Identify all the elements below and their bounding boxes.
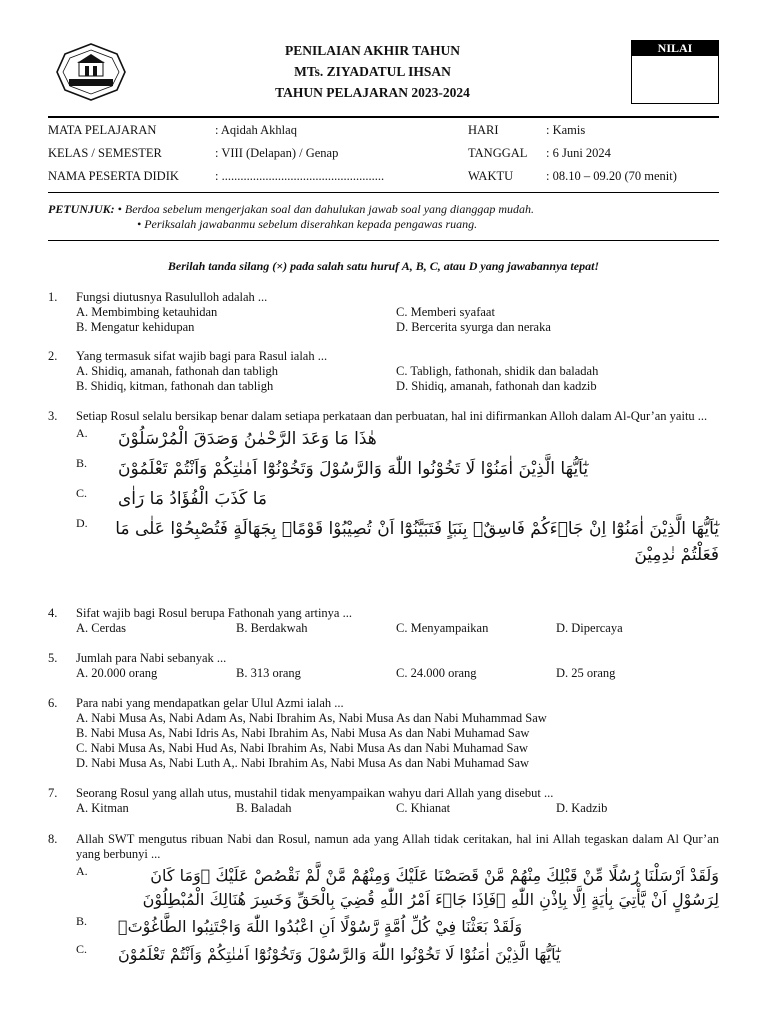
class-label: KELAS / SEMESTER bbox=[48, 146, 162, 160]
question-number: 6. bbox=[48, 696, 58, 710]
question-stem: Jumlah para Nabi sebanyak ... bbox=[76, 651, 227, 665]
school-seal-icon bbox=[55, 42, 127, 102]
option-a[interactable]: A. Nabi Musa As, Nabi Adam As, Nabi Ibrahim As, Nabi Musa As dan Nabi Muhammad Saw bbox=[76, 711, 547, 725]
option-a[interactable]: A. Shidiq, amanah, fathonah dan tabligh bbox=[76, 364, 279, 378]
instruction-line-2: • Periksalah jawabanmu sebelum diserahkan kepada pengawas ruang. bbox=[137, 217, 478, 231]
option-c[interactable] bbox=[76, 486, 719, 512]
score-box[interactable] bbox=[631, 40, 719, 104]
option-b[interactable]: B. Shidiq, kitman, fathonah dan tabligh bbox=[76, 379, 274, 393]
option-c[interactable]: C. Khianat bbox=[396, 801, 451, 815]
option-arabic-text: وَلَقَدْ اَرْسَلْنَا رُسُلًا مِّنْ قَبْلِكَ مِنْهُمْ مَّنْ قَصَصْنَا عَلَيْكَ وَمِنْهُمْ مَّنْ لَّمْ نَقْصُصْ عَلَيْكَ ۗوَمَا كَانَ لِرَسُوْلٍ اَنْ يَّأْتِيَ بِاٰيَةٍ اِلَّا بِاِذْنِ اللّٰهِ ۚفَاِذَا جَاۤءَ اَمْرُ اللّٰهِ قُضِيَ بِالْحَقِّ وَخَسِرَ هُنَالِكَ الْمُبْطِلُوْنَ bbox=[142, 866, 719, 909]
question-4 bbox=[48, 606, 719, 636]
option-letter: A. bbox=[76, 864, 88, 878]
identity-row-subject bbox=[48, 123, 719, 141]
instruction-line-1: • Berdoa sebelum mengerjakan soal dan dahulukan jawab soal yang dianggap mudah. bbox=[117, 202, 535, 216]
option-a[interactable] bbox=[76, 864, 719, 912]
question-6 bbox=[48, 696, 719, 771]
option-letter: A. bbox=[76, 426, 88, 440]
option-arabic-text: هٰذَا مَا وَعَدَ الرَّحْمٰنُ وَصَدَقَ الْمُرْسَلُوْنَ bbox=[118, 429, 377, 449]
option-arabic-text: وَلَقَدْ بَعَثْنَا فِيْ كُلِّ اُمَّةٍ رَّسُوْلًا اَنِ اعْبُدُوا اللّٰهَ وَاجْتَنِبُوا الطَّاغُوْتَۚ bbox=[118, 917, 523, 936]
question-2 bbox=[48, 349, 719, 394]
answer-instruction: Berilah tanda silang (×) pada salah satu huruf A, B, C, atau D yang jawabannya tepat! bbox=[167, 259, 600, 273]
question-number: 7. bbox=[48, 786, 58, 800]
option-c[interactable] bbox=[76, 942, 719, 968]
instructions-block: PETUNJUK: • Berdoa sebelum mengerjakan soal dan dahulukan jawab soal yang dianggap mudah. • Periksalah jawabanmu sebelum diserahkan kepada pengawas ruang. bbox=[48, 202, 719, 232]
option-a[interactable]: A. Kitman bbox=[76, 801, 129, 815]
question-number: 4. bbox=[48, 606, 58, 620]
question-3 bbox=[48, 409, 719, 568]
class-value: : VIII (Delapan) / Genap bbox=[215, 146, 339, 160]
option-c[interactable]: C. 24.000 orang bbox=[396, 666, 477, 680]
option-arabic-text: يٰٓاَيُّهَا الَّذِيْنَ اٰمَنُوْا لَا تَخُوْنُوا اللّٰهَ وَالرَّسُوْلَ وَتَخُوْنُوْٓا اَمٰنٰتِكُمْ وَاَنْتُمْ تَعْلَمُوْنَ bbox=[118, 945, 561, 964]
option-c[interactable]: C. Tabligh, fathonah, shidik dan baladah bbox=[396, 364, 599, 378]
option-b[interactable] bbox=[76, 456, 719, 482]
option-arabic-text: يٰٓاَيُّهَا الَّذِيْنَ اٰمَنُوْٓا اِنْ جَاۤءَكُمْ فَاسِقٌۢ بِنَبَاٍ فَتَبَيَّنُوْٓا اَنْ تُصِيْبُوْا قَوْمًاۢ بِجَهَالَةٍ فَتُصْبِحُوْا عَلٰى مَا فَعَلْتُمْ نٰدِمِيْنَ bbox=[115, 519, 719, 565]
student-name-label: NAMA PESERTA DIDIK bbox=[48, 169, 179, 183]
date-value: : 6 Juni 2024 bbox=[546, 146, 611, 160]
option-a[interactable]: A. Cerdas bbox=[76, 621, 126, 635]
option-d[interactable]: D. Shidiq, amanah, fathonah dan kadzib bbox=[396, 379, 597, 393]
question-number: 1. bbox=[48, 290, 58, 304]
option-letter: C. bbox=[76, 486, 88, 500]
option-arabic-text: مَا كَذَبَ الْفُؤَادُ مَا رَاٰى bbox=[118, 489, 268, 509]
question-number: 3. bbox=[48, 409, 58, 423]
subject-label: MATA PELAJARAN bbox=[48, 123, 157, 137]
option-d[interactable]: D. Dipercaya bbox=[556, 621, 623, 635]
question-stem: Yang termasuk sifat wajib bagi para Rasul ialah ... bbox=[76, 349, 328, 363]
option-letter: B. bbox=[76, 456, 88, 470]
option-letter: B. bbox=[76, 914, 88, 928]
option-b[interactable] bbox=[76, 914, 719, 940]
option-a[interactable]: A. Membimbing ketauhidan bbox=[76, 305, 218, 319]
option-arabic-text: يٰٓاَيُّهَا الَّذِيْنَ اٰمَنُوْا لَا تَخُوْنُوا اللّٰهَ وَالرَّسُوْلَ وَتَخُوْنُوْٓا اَمٰنٰتِكُمْ وَاَنْتُمْ تَعْلَمُوْنَ bbox=[118, 459, 589, 479]
option-b[interactable]: B. Berdakwah bbox=[236, 621, 308, 635]
question-number: 8. bbox=[48, 832, 58, 846]
question-stem: Para nabi yang mendapatkan gelar Ulul Azmi ialah ... bbox=[76, 696, 344, 710]
question-stem: Fungsi diutusnya Rasululloh adalah ... bbox=[76, 290, 268, 304]
question-stem: Allah SWT mengutus ribuan Nabi dan Rosul, namun ada yang Allah tidak ceritakan, hal ini Allah tegaskan dalam Al Qur’an yang berbunyi ... bbox=[76, 832, 719, 861]
question-number: 2. bbox=[48, 349, 58, 363]
option-a[interactable] bbox=[76, 426, 719, 452]
question-stem: Seorang Rosul yang allah utus, mustahil tidak menyampaikan wahyu dari Allah yang disebut ... bbox=[76, 786, 554, 800]
score-label: NILAI bbox=[632, 41, 718, 56]
option-d[interactable]: D. Bercerita syurga dan neraka bbox=[396, 320, 551, 334]
question-stem: Sifat wajib bagi Rosul berupa Fathonah yang artinya ... bbox=[76, 606, 352, 620]
header-divider bbox=[48, 116, 719, 118]
student-name-field[interactable]: : .................................................... bbox=[215, 169, 385, 183]
instructions-label: PETUNJUK bbox=[48, 202, 111, 216]
academic-year: TAHUN PELAJARAN 2023-2024 bbox=[275, 85, 470, 100]
identity-row-class bbox=[48, 146, 719, 164]
question-8 bbox=[48, 832, 719, 968]
option-d[interactable] bbox=[76, 516, 719, 568]
option-d[interactable]: D. Nabi Musa As, Nabi Luth A,. Nabi Ibrahim As, Nabi Musa As dan Nabi Muhamad Saw bbox=[76, 756, 530, 770]
exam-title: PENILAIAN AKHIR TAHUN bbox=[284, 43, 461, 58]
option-d[interactable]: D. 25 orang bbox=[556, 666, 616, 680]
option-letter: C. bbox=[76, 942, 88, 956]
option-c[interactable]: C. Memberi syafaat bbox=[396, 305, 495, 319]
question-7 bbox=[48, 786, 719, 816]
option-d[interactable]: D. Kadzib bbox=[556, 801, 608, 815]
option-c[interactable]: C. Menyampaikan bbox=[396, 621, 489, 635]
day-label: HARI bbox=[468, 123, 499, 137]
option-b[interactable]: B. Nabi Musa As, Nabi Idris As, Nabi Ibrahim As, Nabi Musa As dan Nabi Muhamad Saw bbox=[76, 726, 530, 740]
subject-value: : Aqidah Akhlaq bbox=[215, 123, 297, 137]
option-c[interactable]: C. Nabi Musa As, Nabi Hud As, Nabi Ibrahim As, Nabi Musa As dan Nabi Muhamad Saw bbox=[76, 741, 529, 755]
time-label: WAKTU bbox=[468, 169, 514, 183]
option-b[interactable]: B. Baladah bbox=[236, 801, 292, 815]
time-value: : 08.10 – 09.20 (70 menit) bbox=[546, 169, 677, 183]
question-stem: Setiap Rosul selalu bersikap benar dalam setiapa perkataan dan perbuatan, hal ini difirmankan Alloh dalam Al-Qur’an yaitu ... bbox=[76, 409, 708, 423]
identity-row-name bbox=[48, 169, 719, 187]
instructions-divider bbox=[48, 240, 719, 241]
date-label: TANGGAL bbox=[468, 146, 528, 160]
option-letter: D. bbox=[76, 516, 88, 530]
option-b[interactable]: B. 313 orang bbox=[236, 666, 301, 680]
day-value: : Kamis bbox=[546, 123, 586, 137]
question-1 bbox=[48, 290, 719, 335]
question-number: 5. bbox=[48, 651, 58, 665]
school-name: MTs. ZIYADATUL IHSAN bbox=[294, 64, 451, 79]
option-a[interactable]: A. 20.000 orang bbox=[76, 666, 158, 680]
school-logo bbox=[55, 42, 127, 102]
question-5 bbox=[48, 651, 719, 681]
exam-title-block bbox=[200, 40, 545, 103]
option-b[interactable]: B. Mengatur kehidupan bbox=[76, 320, 195, 334]
identity-divider bbox=[48, 192, 719, 193]
